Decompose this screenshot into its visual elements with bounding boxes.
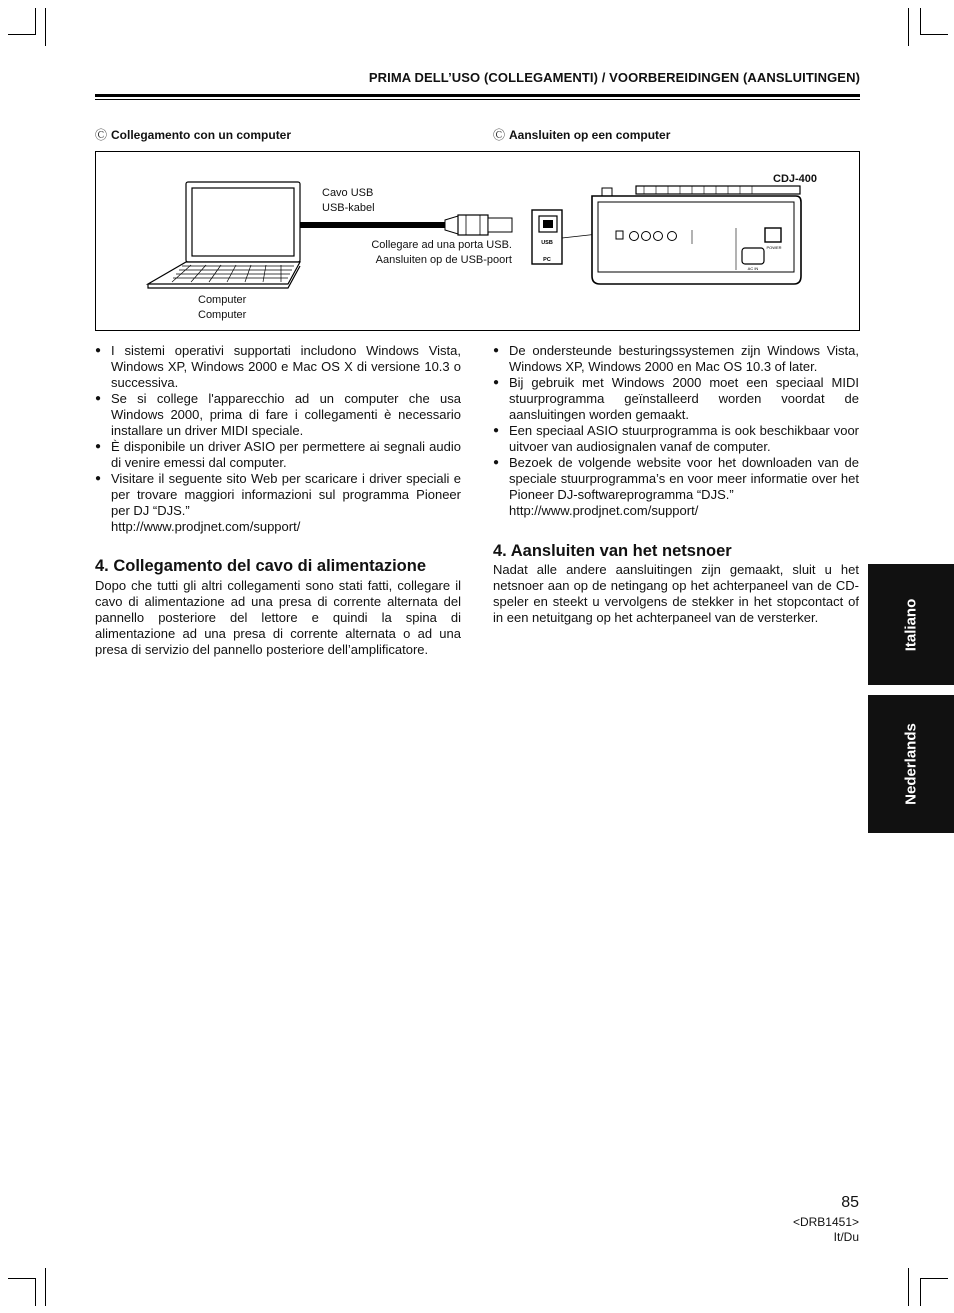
ac-in-label: AC IN xyxy=(747,266,759,271)
crop-mark xyxy=(920,1278,948,1279)
document-code xyxy=(793,1215,859,1245)
power-label: POWER xyxy=(766,245,782,250)
port-label-it: Collegare ad una porta USB. xyxy=(371,239,512,251)
section-body-italian: Dopo che tutti gli altri collegamenti sono stati fatti, collegare il cavo di alimentazione ad una presa di corrente alternata del pannello posteriore del lettore e quindi la spina di alimentazione ad una presa di corrente alternata o ad una presa di servizio del pannello posteriore dell’amplificatore. xyxy=(95,578,461,657)
computer-label xyxy=(198,293,246,323)
model-label: CDJ-400 xyxy=(773,173,818,185)
list-item xyxy=(95,471,461,535)
usb-port-label: USB xyxy=(541,240,553,246)
support-url[interactable]: http://www.prodjnet.com/support/ xyxy=(111,519,301,534)
list-item-text: Visitare il seguente sito Web per scaricare i driver speciali e per trovare maggiori informazioni sul programma Pioneer per DJ “DJS.” xyxy=(111,471,461,518)
header-rule-thin xyxy=(95,99,860,100)
list-item-text: Bezoek de volgende website voor het downloaden van de speciale stuurprogramma’s en voor meer informatie over het Pioneer DJ-softwareprogramma “DJS.” xyxy=(509,455,859,502)
page-header: PRIMA DELL’USO (COLLEGAMENTI) / VOORBEREIDINGEN (AANSLUITINGEN) xyxy=(368,70,860,85)
port-label-nl: Aansluiten op de USB-poort xyxy=(375,254,512,266)
crop-mark xyxy=(35,1278,36,1306)
header-rule xyxy=(95,94,860,97)
pc-port-label: PC xyxy=(543,257,551,263)
crop-mark xyxy=(920,34,948,35)
tab-nederlands-label: Nederlands xyxy=(902,723,920,805)
computer-label-nl: Computer xyxy=(198,309,247,321)
laptop-illustration xyxy=(148,182,300,288)
subhead-italian xyxy=(95,126,291,143)
support-url[interactable]: http://www.prodjnet.com/support/ xyxy=(509,503,699,518)
page-number: 85 xyxy=(841,1194,859,1211)
subhead-dutch xyxy=(493,126,670,143)
tab-nederlands[interactable] xyxy=(868,695,954,833)
document-code-lang: It/Du xyxy=(833,1230,859,1244)
port-label xyxy=(340,238,512,268)
crop-mark xyxy=(45,8,46,46)
section-body-dutch: Nadat alle andere aansluitingen zijn gemaakt, sluit u het netsnoer aan op de netingang op het achterpaneel van de CD-speler en steekt u vervolgens de stekker in het stopcontact of in een netuitgang op het achterpaneel van de versterker. xyxy=(493,562,859,625)
subhead-italian-text: Collegamento con un computer xyxy=(111,128,292,142)
cdj-rear-panel xyxy=(592,186,801,284)
cable-label-it: Cavo USB xyxy=(322,187,374,199)
usb-cable xyxy=(300,215,512,235)
c-mark: Ⓒ xyxy=(493,128,506,142)
tab-italiano[interactable] xyxy=(868,564,954,685)
section-title-italian: 4. Collegamento del cavo di alimentazione xyxy=(95,557,426,575)
crop-mark xyxy=(45,1268,46,1306)
crop-mark xyxy=(908,8,909,46)
crop-mark xyxy=(35,8,36,34)
crop-mark xyxy=(920,8,921,34)
crop-mark xyxy=(8,34,36,35)
subhead-dutch-text: Aansluiten op een computer xyxy=(509,128,671,142)
list-item: ● Bij gebruik met Windows 2000 moet een speciaal MIDI stuurprogramma geïnstalleerd worden voordat de aansluitingen worden gemaakt. xyxy=(493,375,859,423)
section-title-dutch: 4. Aansluiten van het netsnoer xyxy=(493,542,732,560)
dutch-bullets xyxy=(493,343,859,519)
list-item: ● Se si college l'apparecchio ad un computer che usa Windows 2000, prima di fare i collegamenti è necessario installare un driver MIDI speciale. xyxy=(95,391,461,439)
crop-mark xyxy=(908,1268,909,1306)
cable-label xyxy=(322,186,375,216)
list-item: ● È disponibile un driver ASIO per permettere ai segnali audio di venire emessi dal computer. xyxy=(95,439,461,471)
crop-mark xyxy=(8,1278,36,1279)
document-code-id: <DRB1451> xyxy=(792,1215,859,1229)
italian-bullets xyxy=(95,343,461,535)
tab-italiano-label: Italiano xyxy=(902,598,920,651)
list-item: ● Een speciaal ASIO stuurprogramma is ook beschikbaar voor uitvoer van audiosignalen vanaf de computer. xyxy=(493,423,859,455)
list-item: ● I sistemi operativi supportati includono Windows Vista, Windows XP, Windows 2000 e Mac OS X di versione 10.3 o successiva. xyxy=(95,343,461,391)
computer-label-it: Computer xyxy=(198,294,247,306)
list-item xyxy=(493,455,859,519)
crop-mark xyxy=(920,1278,921,1306)
list-item: ● De ondersteunde besturingssystemen zijn Windows Vista, Windows XP, Windows 2000 en Mac OS 10.3 of later. xyxy=(493,343,859,375)
c-mark: Ⓒ xyxy=(95,128,108,142)
cable-label-nl: USB-kabel xyxy=(322,202,375,214)
connection-figure xyxy=(95,151,860,331)
